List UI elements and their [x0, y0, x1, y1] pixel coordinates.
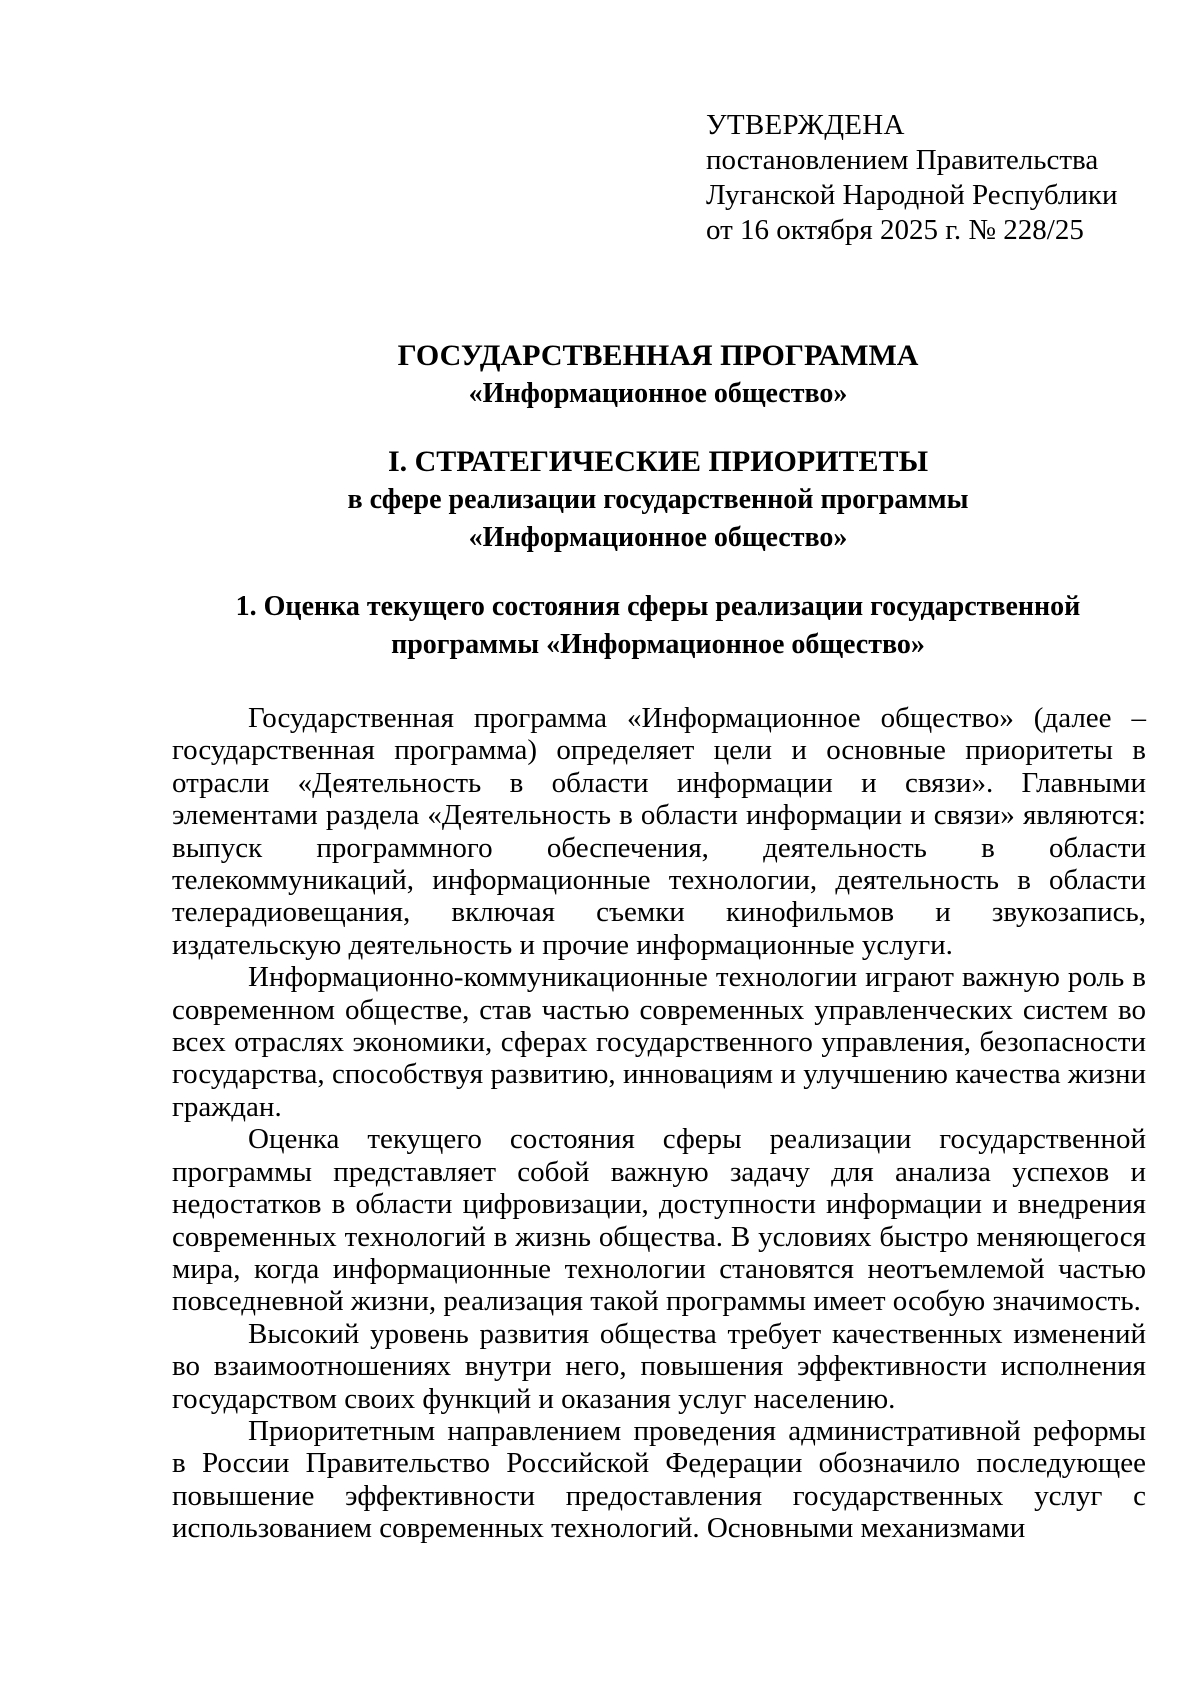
approval-title: УТВЕРЖДЕНА [706, 109, 905, 141]
section-subtitle: в сфере реализации государственной программы [347, 484, 969, 515]
paragraph: Государственная программа «Информационное общество» (далее – государственная программа) определяет цели и основные приоритеты в отрасли «Деятельность в области информации и связи». Главными элементами раздела «Деятельность в области информации и связи» являются: выпуск программного обеспечения, деятельность в области телекоммуникаций, информационные технологии, деятельность в области телерадиовещания, включая съемки кинофильмов и звукозапись, издательскую деятельность и прочие информационные услуги. [172, 702, 1146, 961]
paragraph: Приоритетным направлением проведения административной реформы в России Правительство Российской Федерации обозначило последующее повышение эффективности предоставления государственных услуг с использованием современных технологий. Основными механизмами [172, 1414, 1146, 1545]
approval-line: постановлением Правительства [706, 144, 1099, 176]
program-title: ГОСУДАРСТВЕННАЯ ПРОГРАММА [397, 339, 919, 372]
body-text [172, 702, 1146, 1545]
subsection-title-line: 1. Оценка текущего состояния сферы реализации государственной [235, 591, 1081, 622]
section-heading [170, 443, 1146, 557]
paragraph: Высокий уровень развития общества требует качественных изменений во взаимоотношениях внутри него, повышения эффективности исполнения государством своих функций и оказания услуг населению. [172, 1317, 1146, 1415]
section-title: I. СТРАТЕГИЧЕСКИЕ ПРИОРИТЕТЫ [387, 445, 929, 478]
approval-stamp-block [706, 108, 1166, 248]
approval-line: Луганской Народной Республики [706, 179, 1118, 211]
program-name: «Информационное общество» [468, 378, 848, 409]
program-heading [170, 337, 1146, 413]
paragraph: Оценка текущего состояния сферы реализации государственной программы представляет собой важную задачу для анализа успехов и недостатков в области цифровизации, доступности информации и внедрения современных технологий в жизнь общества. В условиях быстро меняющегося мира, когда информационные технологии становятся неотъемлемой частью повседневной жизни, реализация такой программы имеет особую значимость. [172, 1123, 1146, 1318]
subsection-title-line: программы «Информационное общество» [391, 629, 925, 660]
section-program-name: «Информационное общество» [468, 522, 848, 553]
paragraph: Информационно-коммуникационные технологии играют важную роль в современном обществе, став частью современных управленческих систем во всех отраслях экономики, сферах государственного управления, безопасности государства, способствуя развитию, инновациям и улучшению качества жизни граждан. [172, 961, 1146, 1123]
approval-date-number: от 16 октября 2025 г. № 228/25 [706, 214, 1084, 246]
subsection-heading [170, 588, 1146, 664]
